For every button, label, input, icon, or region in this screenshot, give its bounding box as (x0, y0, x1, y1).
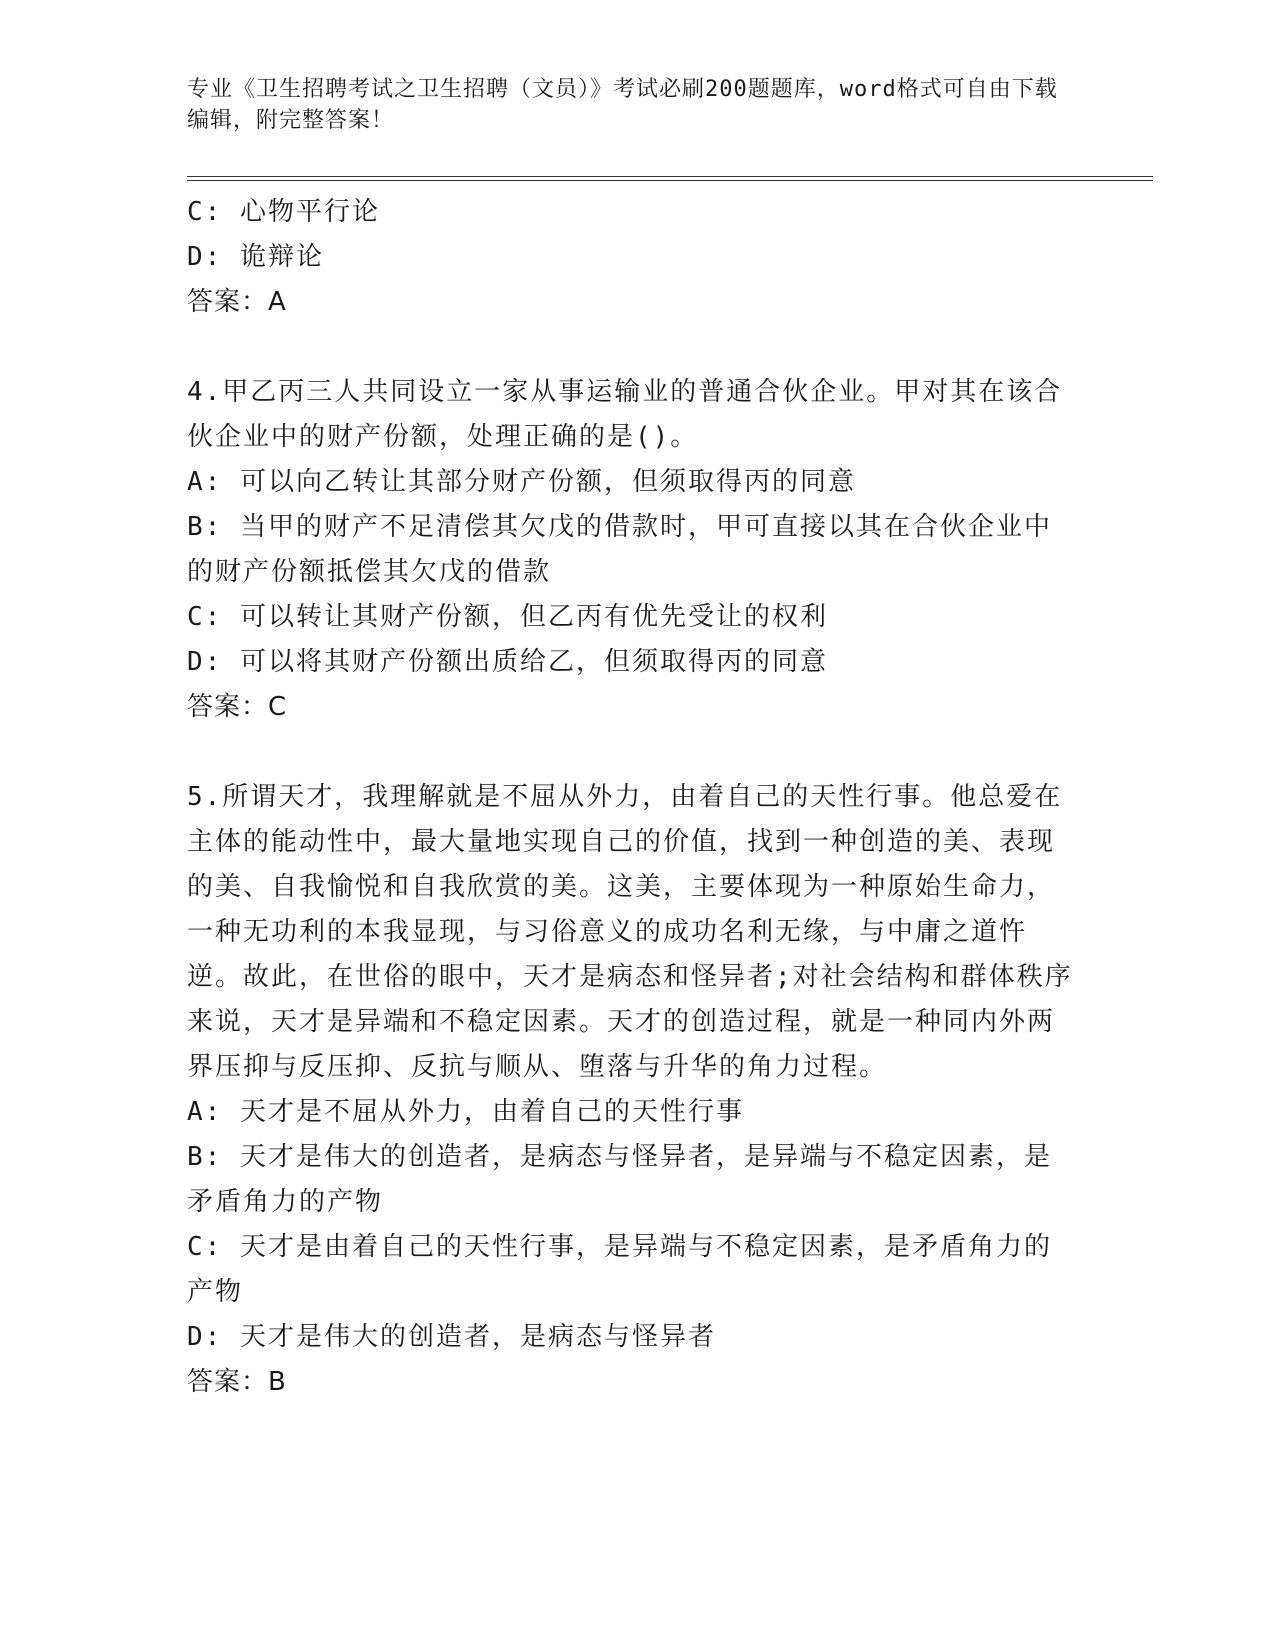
answer: 答案：B (187, 1367, 287, 1397)
header-double-rule (187, 176, 1153, 181)
question-3-tail (187, 190, 1077, 325)
answer: 答案：C (187, 692, 288, 722)
option-c: C: 可以转让其财产份额，但乙丙有优先受让的权利 (187, 602, 828, 632)
option-a: A: 可以向乙转让其部分财产份额，但须取得丙的同意 (187, 467, 856, 497)
option-c: C: 天才是由着自己的天性行事，是异端与不稳定因素，是矛盾角力的产物 (187, 1232, 1052, 1307)
question-5 (187, 775, 1077, 1405)
option-a: A: 天才是不屈从外力，由着自己的天性行事 (187, 1097, 744, 1127)
question-stem: 5.所谓天才，我理解就是不屈从外力，由着自己的天性行事。他总爱在主体的能动性中，最大量地实现自己的价值，找到一种创造的美、表现的美、自我愉悦和自我欣赏的美。这美，主要体现为一种原始生命力，一种无功利的本我显现，与习俗意义的成功名利无缘，与中庸之道忤逆。故此，在世俗的眼中，天才是病态和怪异者;对社会结构和群体秩序来说，天才是异端和不稳定因素。天才的创造过程，就是一种同内外两界压抑与反压抑、反抗与顺从、堕落与升华的角力过程。 (187, 782, 1073, 1082)
document-header: 专业《卫生招聘考试之卫生招聘（文员）》考试必刷200题题库，word格式可自由下载编辑，附完整答案！ (187, 77, 1058, 133)
option-c: C: 心物平行论 (187, 197, 380, 227)
document-body (187, 190, 1077, 1405)
question-spacer (187, 325, 1077, 370)
option-b: B: 当甲的财产不足清偿其欠戊的借款时，甲可直接以其在合伙企业中的财产份额抵偿其欠戊的借款 (187, 512, 1052, 587)
option-d: D: 诡辩论 (187, 242, 324, 272)
answer: 答案：A (187, 287, 287, 317)
question-spacer (187, 730, 1077, 775)
option-d: D: 可以将其财产份额出质给乙，但须取得丙的同意 (187, 647, 828, 677)
option-b: B: 天才是伟大的创造者，是病态与怪异者，是异端与不稳定因素，是矛盾角力的产物 (187, 1142, 1052, 1217)
question-4 (187, 370, 1077, 730)
option-d: D: 天才是伟大的创造者，是病态与怪异者 (187, 1322, 716, 1352)
question-stem: 4.甲乙丙三人共同设立一家从事运输业的普通合伙企业。甲对其在该合伙企业中的财产份额，处理正确的是()。 (187, 377, 1063, 452)
